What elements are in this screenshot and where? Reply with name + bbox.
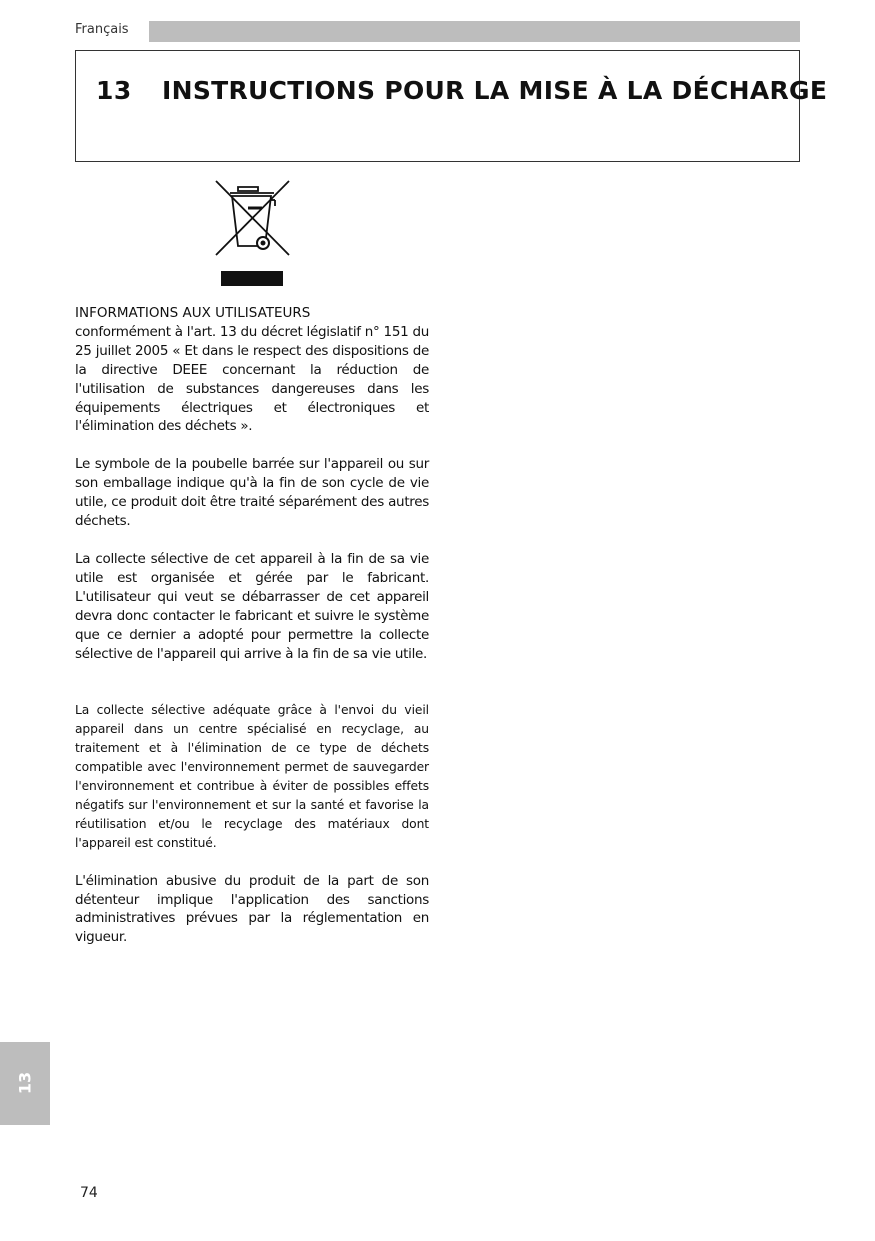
- paragraph-selective-collection: La collecte sélective de cet appareil à la fin de sa vie utile est organisée et gérée par le fabricant. L'utilisateur qui veut se débarrasser de cet appareil devra donc contacter le fabricant et suivre le système que ce dernier a adopté pour permettre la collecte sélective de l'appareil qui arrive à la fin de sa vie utile.: [75, 550, 429, 662]
- main-content: [75, 304, 429, 947]
- paragraph-sanctions: L'élimination abusive du produit de la part de son détenteur implique l'application des sanctions administratives prévues par la réglementation en vigueur.: [75, 872, 429, 946]
- info-heading: INFORMATIONS AUX UTILISATEURS: [75, 305, 311, 321]
- crossed-out-wheelie-bin-icon: [212, 178, 294, 288]
- section-title-box: [75, 50, 828, 162]
- language-label: Français: [75, 22, 129, 37]
- chapter-side-tab: [0, 1042, 50, 1125]
- page-number: 74: [80, 1185, 98, 1201]
- paragraph-symbol-meaning: Le symbole de la poubelle barrée sur l'appareil ou sur son emballage indique qu'à la fin de son cycle de vie utile, ce produit doit être traité séparément des autres déchets.: [75, 456, 429, 530]
- header-bar: [149, 21, 800, 42]
- paragraph-recycling-benefits: La collecte sélective adéquate grâce à l'envoi du vieil appareil dans un centre spécialisé en recyclage, au traitement et à l'élimination de ce type de déchets compatible avec l'environnement permet de sauvegarder l'environnement et contribue à éviter de possibles effets négatifs sur l'environnement et sur la santé et favorise la réutilisation et/ou le recyclage des matériaux dont l'appareil est constitué.: [75, 703, 429, 850]
- section-number: 13: [96, 76, 132, 105]
- chapter-tab-label: 13: [15, 1071, 35, 1095]
- section-title: INSTRUCTIONS POUR LA MISE À LA DÉCHARGE: [162, 76, 828, 105]
- paragraph-legal-reference: conformément à l'art. 13 du décret législatif n° 151 du 25 juillet 2005 « Et dans le respect des dispositions de la directive DEEE concernant la réduction de l'utilisation de substances dangereuses dans les équipements électriques et électroniques et l'élimination des déchets ».: [75, 323, 429, 435]
